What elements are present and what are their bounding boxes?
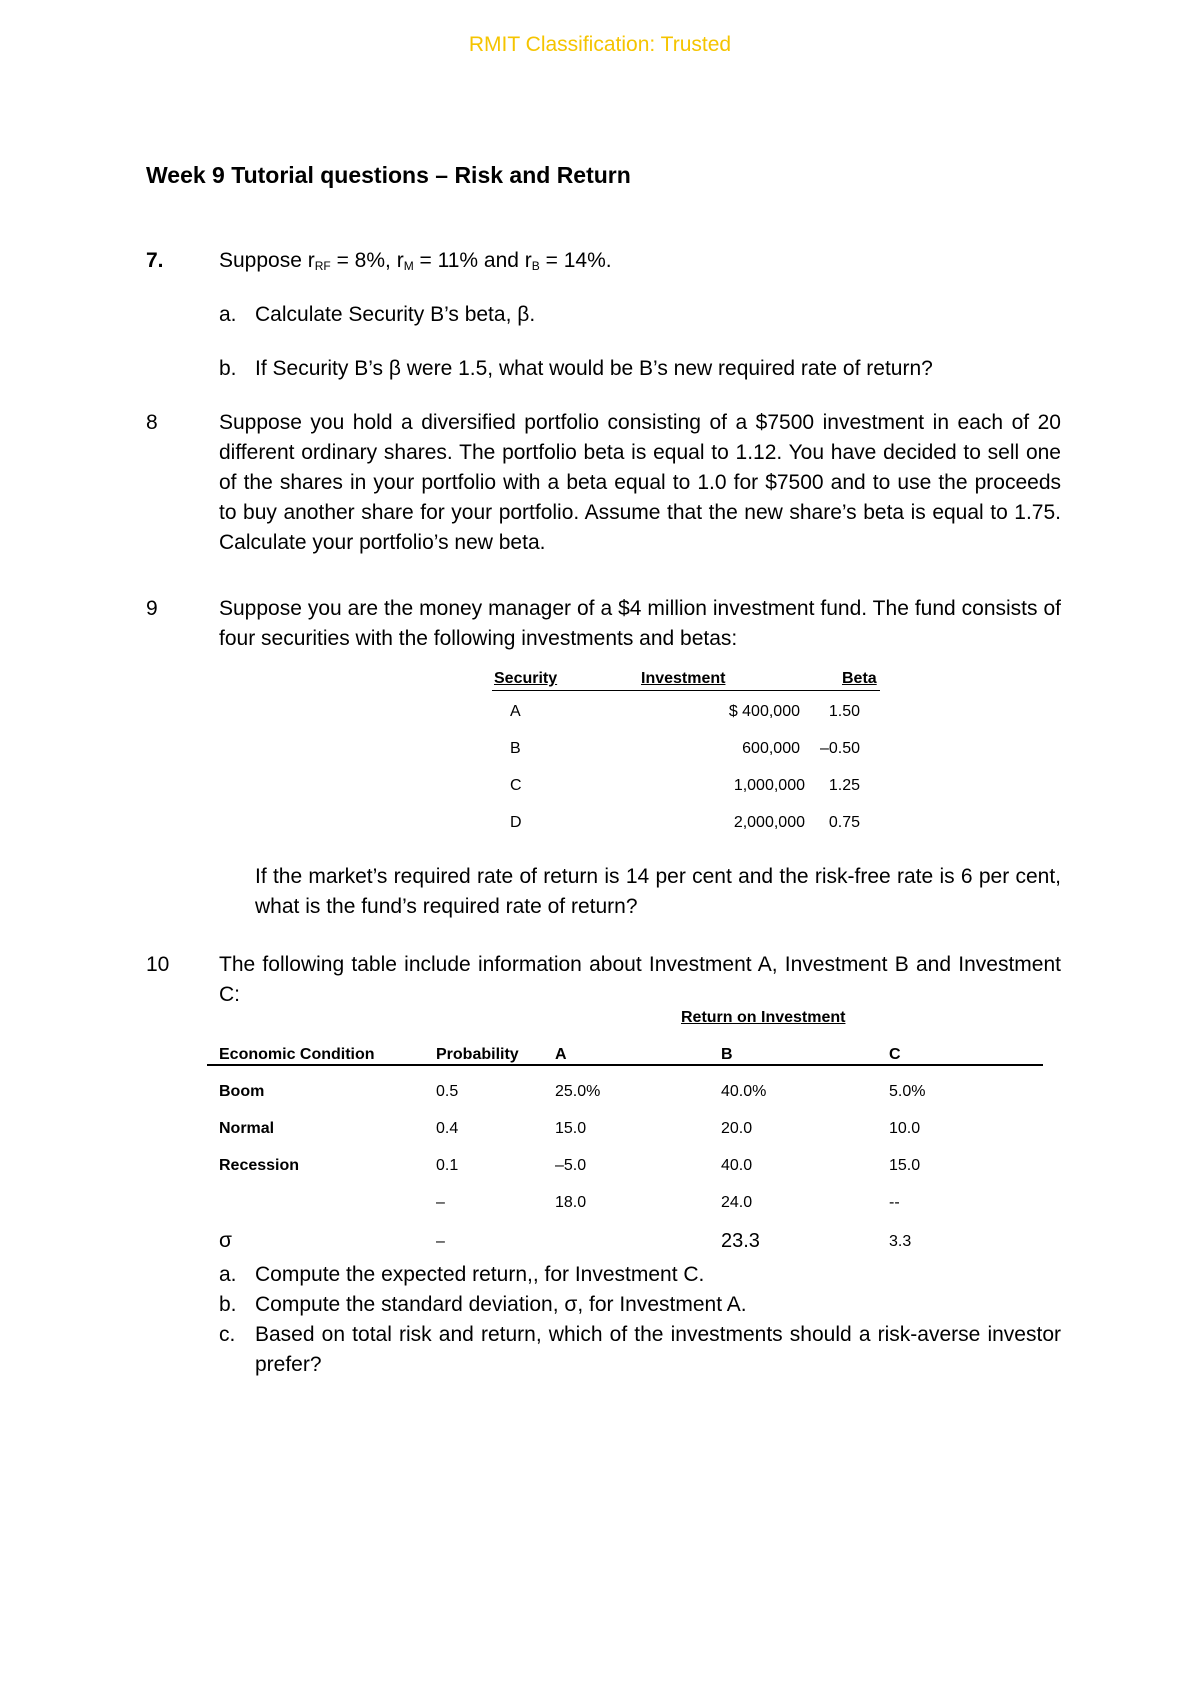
q7-text-part: = 8%, r [330, 249, 404, 272]
q9-cell-security: D [510, 814, 522, 831]
q9-cell-security: C [510, 777, 522, 794]
question-10-text: The following table include information about Investment A, Investment B and Investment C: [219, 953, 1061, 1006]
q10-cell-condition: Normal [219, 1120, 275, 1137]
q10-cell-a: 15.0 [555, 1120, 587, 1137]
question-8-number: 8 [146, 411, 158, 434]
q7-subscript-m: M [403, 259, 414, 273]
page-title: Week 9 Tutorial questions – Risk and Return [146, 162, 631, 188]
q10-cell-probability: 0.4 [436, 1120, 459, 1137]
question-7-number: 7. [146, 249, 164, 272]
question-10a [219, 1260, 1061, 1290]
q7a-label: a. [219, 303, 237, 326]
q9-header-rule [492, 690, 880, 691]
question-10b [219, 1290, 1061, 1320]
q9-cell-security: A [510, 703, 521, 720]
q10-header-b: B [721, 1046, 733, 1063]
q10-cell-a: 18.0 [555, 1194, 587, 1211]
question-7-text [219, 246, 1061, 281]
q9-cell-beta: 1.25 [828, 777, 860, 794]
q10-group-header: Return on Investment [681, 1009, 846, 1026]
question-9-text: Suppose you are the money manager of a $4 million investment fund. The fund consists of four securities with the following investments and betas: [219, 597, 1061, 650]
classification-header: RMIT Classification: Trusted [468, 33, 732, 56]
q9-cell-investment: $ 400,000 [728, 703, 800, 720]
q9-cell-security: B [510, 740, 521, 757]
q10-cell-b: 40.0 [721, 1157, 753, 1174]
q10-header-condition: Economic Condition [219, 1046, 375, 1063]
q10-cell-c: 10.0 [889, 1120, 921, 1137]
q10-cell-probability: 0.5 [436, 1083, 459, 1100]
question-9-number: 9 [146, 597, 158, 620]
q10-cell-c: 5.0% [889, 1083, 926, 1100]
q7-subscript-b: B [531, 259, 540, 273]
question-10c [219, 1320, 1061, 1380]
q9-cell-investment: 2,000,000 [733, 814, 805, 831]
q10c-text: Based on total risk and return, which of the investments should a risk-averse investor prefer? [255, 1323, 1061, 1376]
q7-subscript-rf: RF [314, 259, 331, 273]
q9-cell-beta: –0.50 [819, 740, 860, 757]
q9-cell-beta: 0.75 [828, 814, 860, 831]
q9-cell-investment: 1,000,000 [733, 777, 805, 794]
q7b-text: If Security B’s β were 1.5, what would be B’s new required rate of return? [255, 357, 933, 380]
q10-cell-b: 24.0 [721, 1194, 753, 1211]
q10-header-rule [207, 1064, 1043, 1066]
q10-cell-a: 25.0% [555, 1083, 601, 1100]
q9-cell-beta: 1.50 [828, 703, 860, 720]
q10a-text: Compute the expected return,, for Investment C. [255, 1263, 705, 1286]
q10-cell-condition: Boom [219, 1083, 265, 1100]
q7-text-part: Suppose r [219, 249, 315, 272]
q10-cell-condition: Recession [219, 1157, 300, 1174]
q9-header-security: Security [494, 670, 558, 687]
q10-cell-c: 15.0 [889, 1157, 921, 1174]
q9-header-beta: Beta [842, 670, 877, 687]
q10-cell-probability: 0.1 [436, 1157, 459, 1174]
question-8-text: Suppose you hold a diversified portfolio consisting of a $7500 investment in each of 20 different ordinary shares. The portfolio beta is equal to 1.12. You have decided to sell one of the shares in your portfolio with a beta equal to 1.0 for $7500 and to use the proceeds to buy another share for your portfolio. Assume that the new share’s beta is equal to 1.75. Calculate your portfolio’s new beta. [219, 411, 1061, 554]
q10-cell-condition: σ [219, 1229, 232, 1252]
q9-header-investment: Investment [641, 670, 726, 687]
q10-cell-probability: – [436, 1194, 445, 1211]
question-10-number: 10 [146, 953, 170, 976]
q7a-text: Calculate Security B’s beta, β. [255, 303, 536, 326]
question-7a [219, 300, 1061, 330]
q10-cell-c: -- [889, 1194, 900, 1211]
q10-cell-b: 40.0% [721, 1083, 767, 1100]
q10-header-probability: Probability [436, 1046, 519, 1063]
q10-cell-a: –5.0 [555, 1157, 587, 1174]
q10-header-a: A [555, 1046, 567, 1063]
q9-cell-investment: 600,000 [742, 740, 800, 757]
question-7b [219, 354, 1061, 384]
q7b-label: b. [219, 357, 237, 380]
q10-cell-probability: – [436, 1233, 445, 1250]
q10-cell-c: 3.3 [889, 1233, 912, 1250]
question-9-followup: If the market’s required rate of return is 14 per cent and the risk-free rate is 6 per cent, what is the fund’s required rate of return? [255, 865, 1061, 918]
q10a-label: a. [219, 1263, 237, 1286]
q7-text-part: = 11% and r [413, 249, 532, 272]
q10-cell-b: 20.0 [721, 1120, 753, 1137]
q10b-text: Compute the standard deviation, σ, for Investment A. [255, 1293, 747, 1316]
q10c-label: c. [219, 1323, 236, 1346]
q7-text-part: = 14%. [539, 249, 612, 272]
q10-header-c: C [889, 1046, 901, 1063]
q10-cell-b: 23.3 [721, 1230, 760, 1252]
q10b-label: b. [219, 1293, 237, 1316]
